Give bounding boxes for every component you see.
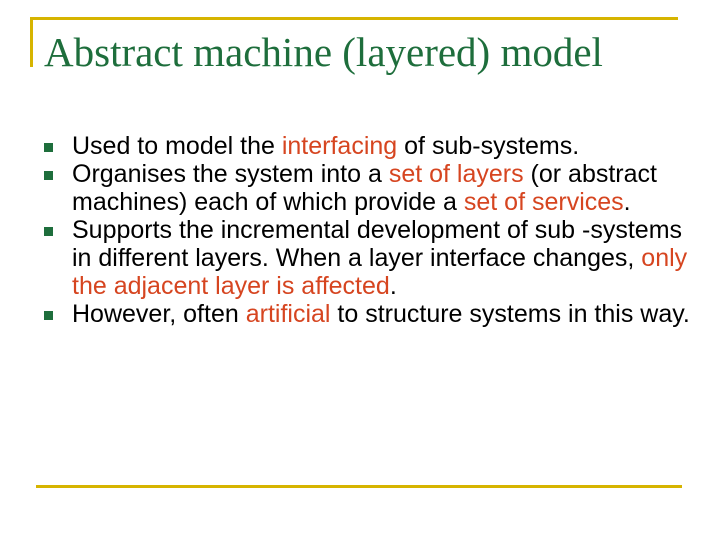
- bullet-text-part: (or abstract machines) each of which provide a: [72, 160, 657, 216]
- bullet-text-part: .: [389, 272, 397, 300]
- bullet-item: [44, 216, 694, 300]
- square-bullet-icon: [44, 311, 53, 320]
- square-bullet-icon: [44, 143, 53, 152]
- top-rule: [30, 17, 678, 20]
- bullet-text-part: Organises the system into a: [72, 160, 389, 188]
- highlighted-term: only the adjacent layer is affected: [72, 244, 688, 300]
- bullet-text-part: Used to model the: [72, 132, 282, 160]
- bottom-rule: [36, 485, 682, 488]
- highlighted-term: artificial: [245, 300, 331, 328]
- bullet-list: [44, 132, 694, 328]
- square-bullet-icon: [44, 171, 53, 180]
- highlighted-term: set of services: [463, 188, 624, 216]
- bullet-text: [72, 216, 687, 300]
- bullet-item: [44, 160, 694, 216]
- bullet-text-part: Supports the incremental development of sub -systems in different layers. When a layer interface changes,: [72, 216, 683, 272]
- slide-title: Abstract machine (layered) model: [44, 29, 603, 75]
- bullet-text: [72, 300, 690, 328]
- bullet-text: [72, 160, 657, 216]
- bullet-text-part: of sub-systems.: [397, 132, 580, 160]
- bullet-text: [72, 132, 579, 160]
- bullet-text-part: .: [623, 188, 631, 216]
- square-bullet-icon: [44, 227, 53, 236]
- bullet-text-part: to structure systems in this way.: [330, 300, 690, 328]
- bullet-item: [44, 300, 694, 328]
- bullet-text-part: However, often: [72, 300, 246, 328]
- left-rule: [30, 17, 33, 67]
- highlighted-term: set of layers: [388, 160, 524, 188]
- highlighted-term: interfacing: [281, 132, 398, 160]
- bullet-item: [44, 132, 694, 160]
